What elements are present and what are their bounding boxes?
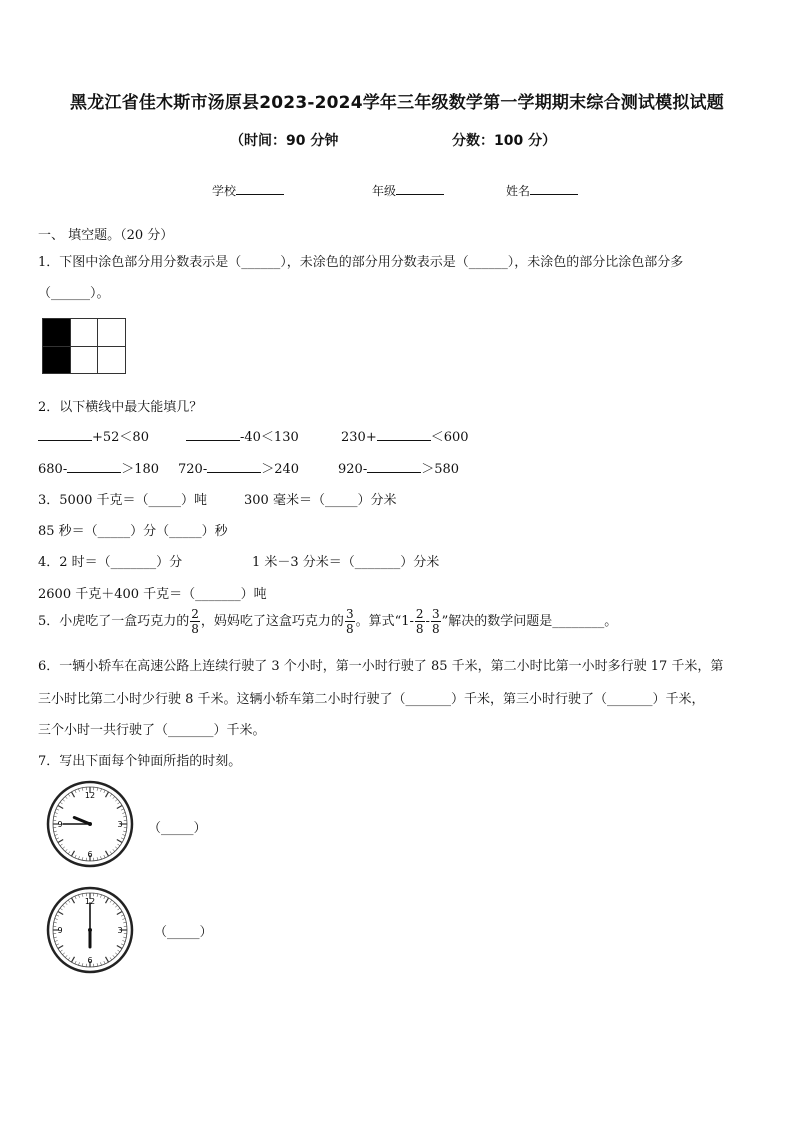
- clock-number-12: 12: [84, 791, 96, 800]
- grade-blank[interactable]: [396, 182, 444, 195]
- q5-minus: -: [425, 614, 430, 629]
- shaded-grid: [42, 318, 126, 374]
- clock-face-2: [46, 886, 134, 974]
- q2-item-b: [186, 426, 299, 445]
- q1-text: 1．下图中涂色部分用分数表示是（______），未涂色的部分用分数表示是（______），未涂色的部分比涂色部分多: [38, 255, 684, 270]
- answer-blank[interactable]: [67, 461, 121, 473]
- answer-blank[interactable]: [367, 461, 421, 473]
- q2-item-c: [341, 426, 469, 445]
- q2-item-a: [38, 426, 149, 445]
- grid-cell: [70, 319, 98, 347]
- school-label: 学校: [212, 184, 237, 198]
- fraction-denominator: 8: [191, 622, 199, 636]
- q5-text-d: ”解决的数学问题是________。: [441, 614, 618, 629]
- grid-cell-filled: [43, 346, 71, 374]
- page-title: 黑龙江省佳木斯市汤原县2023-2024学年三年级数学第一学期期末综合测试模拟试题: [70, 93, 724, 113]
- q2-item-e: [178, 458, 299, 477]
- q2-d-text2: ＞180: [121, 462, 160, 477]
- q2-item-d: [38, 458, 159, 477]
- fraction-denominator: 8: [431, 622, 440, 636]
- q4-b: 1 米－3 分米＝（_______）分米: [252, 555, 440, 570]
- clock-center: [88, 822, 92, 826]
- q1-text-cont: （______）。: [38, 286, 110, 301]
- answer-blank[interactable]: [38, 429, 92, 441]
- q3-a: 3．5000 千克＝（_____）吨: [38, 493, 207, 508]
- q6-line2: 三小时比第二小时少行驶 8 千米。这辆小轿车第二小时行驶了（_______）千米，第三小时行驶了（_______）千米，: [38, 692, 705, 707]
- name-label: 姓名: [506, 184, 531, 198]
- clock-number-6: 6: [87, 850, 93, 859]
- fraction-numerator: 2: [415, 607, 424, 621]
- q7-answer-1[interactable]: （_____）: [148, 821, 207, 836]
- clock-center: [88, 928, 92, 932]
- q5-text-c: 。算式“1-: [355, 614, 414, 629]
- q2-e-text1: 720-: [178, 462, 208, 477]
- q2-item-f: [338, 458, 459, 477]
- q4-c: 2600 千克＋400 千克＝（_______）吨: [38, 587, 267, 602]
- q7-text: 7．写出下面每个钟面所指的时刻。: [38, 754, 242, 769]
- q5-text-b: ，妈妈吃了这盒巧克力的: [200, 614, 344, 629]
- exam-time: （时间：90 分钟: [230, 133, 339, 149]
- grade-field: [372, 182, 444, 199]
- clock-number-12: 12: [84, 897, 96, 906]
- school-field: [212, 182, 284, 199]
- q2-e-text2: ＞240: [261, 462, 300, 477]
- fraction: [190, 608, 200, 635]
- clock-face-1: [46, 780, 134, 868]
- name-field: [506, 182, 578, 199]
- q5-text-a: 5．小虎吃了一盒巧克力的: [38, 614, 190, 629]
- answer-blank[interactable]: [186, 429, 240, 441]
- name-blank[interactable]: [530, 182, 578, 195]
- q2-b-text: -40＜130: [240, 430, 299, 445]
- q4-a: 4．2 时＝（_______）分: [38, 555, 183, 570]
- grid-cell: [70, 346, 98, 374]
- q7-answer-2[interactable]: （_____）: [154, 925, 213, 940]
- school-blank[interactable]: [236, 182, 284, 195]
- fraction-numerator: 3: [431, 607, 440, 621]
- clock-number-3: 3: [117, 926, 123, 935]
- fraction-numerator: 2: [191, 607, 199, 621]
- grid-cell: [98, 319, 126, 347]
- q2-c-text1: 230+: [341, 430, 377, 445]
- q2-d-text1: 680-: [38, 462, 68, 477]
- fraction: [431, 608, 441, 635]
- q2-text: 2．以下横线中最大能填几？: [38, 400, 203, 415]
- fraction-denominator: 8: [415, 622, 424, 636]
- exam-score: 分数：100 分）: [452, 133, 557, 149]
- section-heading: 一、 填空题。（20 分）: [38, 228, 174, 243]
- clock-number-9: 9: [57, 926, 63, 935]
- q2-f-text1: 920-: [338, 462, 368, 477]
- clock-number-3: 3: [117, 820, 123, 829]
- answer-blank[interactable]: [377, 429, 431, 441]
- q2-c-text2: ＜600: [430, 430, 469, 445]
- q6-line1: 6．一辆小轿车在高速公路上连续行驶了 3 个小时，第一小时行驶了 85 千米，第二小时比第一小时多行驶 17 千米，第: [38, 659, 724, 674]
- q3-b: 300 毫米＝（_____）分米: [244, 493, 397, 508]
- fraction-numerator: 3: [345, 607, 354, 621]
- grade-label: 年级: [372, 184, 397, 198]
- q3-c: 85 秒＝（_____）分（_____）秒: [38, 524, 228, 539]
- fraction: [345, 608, 355, 635]
- fraction-denominator: 8: [345, 622, 354, 636]
- grid-cell-filled: [43, 319, 71, 347]
- q2-f-text2: ＞580: [421, 462, 460, 477]
- clock-number-6: 6: [87, 956, 93, 965]
- clock-number-9: 9: [57, 820, 63, 829]
- fraction: [415, 608, 425, 635]
- q2-a-text: +52＜80: [92, 430, 149, 445]
- answer-blank[interactable]: [207, 461, 261, 473]
- grid-cell: [98, 346, 126, 374]
- q6-line3: 三个小时一共行驶了（_______）千米。: [38, 723, 266, 738]
- q5-line: [38, 608, 617, 635]
